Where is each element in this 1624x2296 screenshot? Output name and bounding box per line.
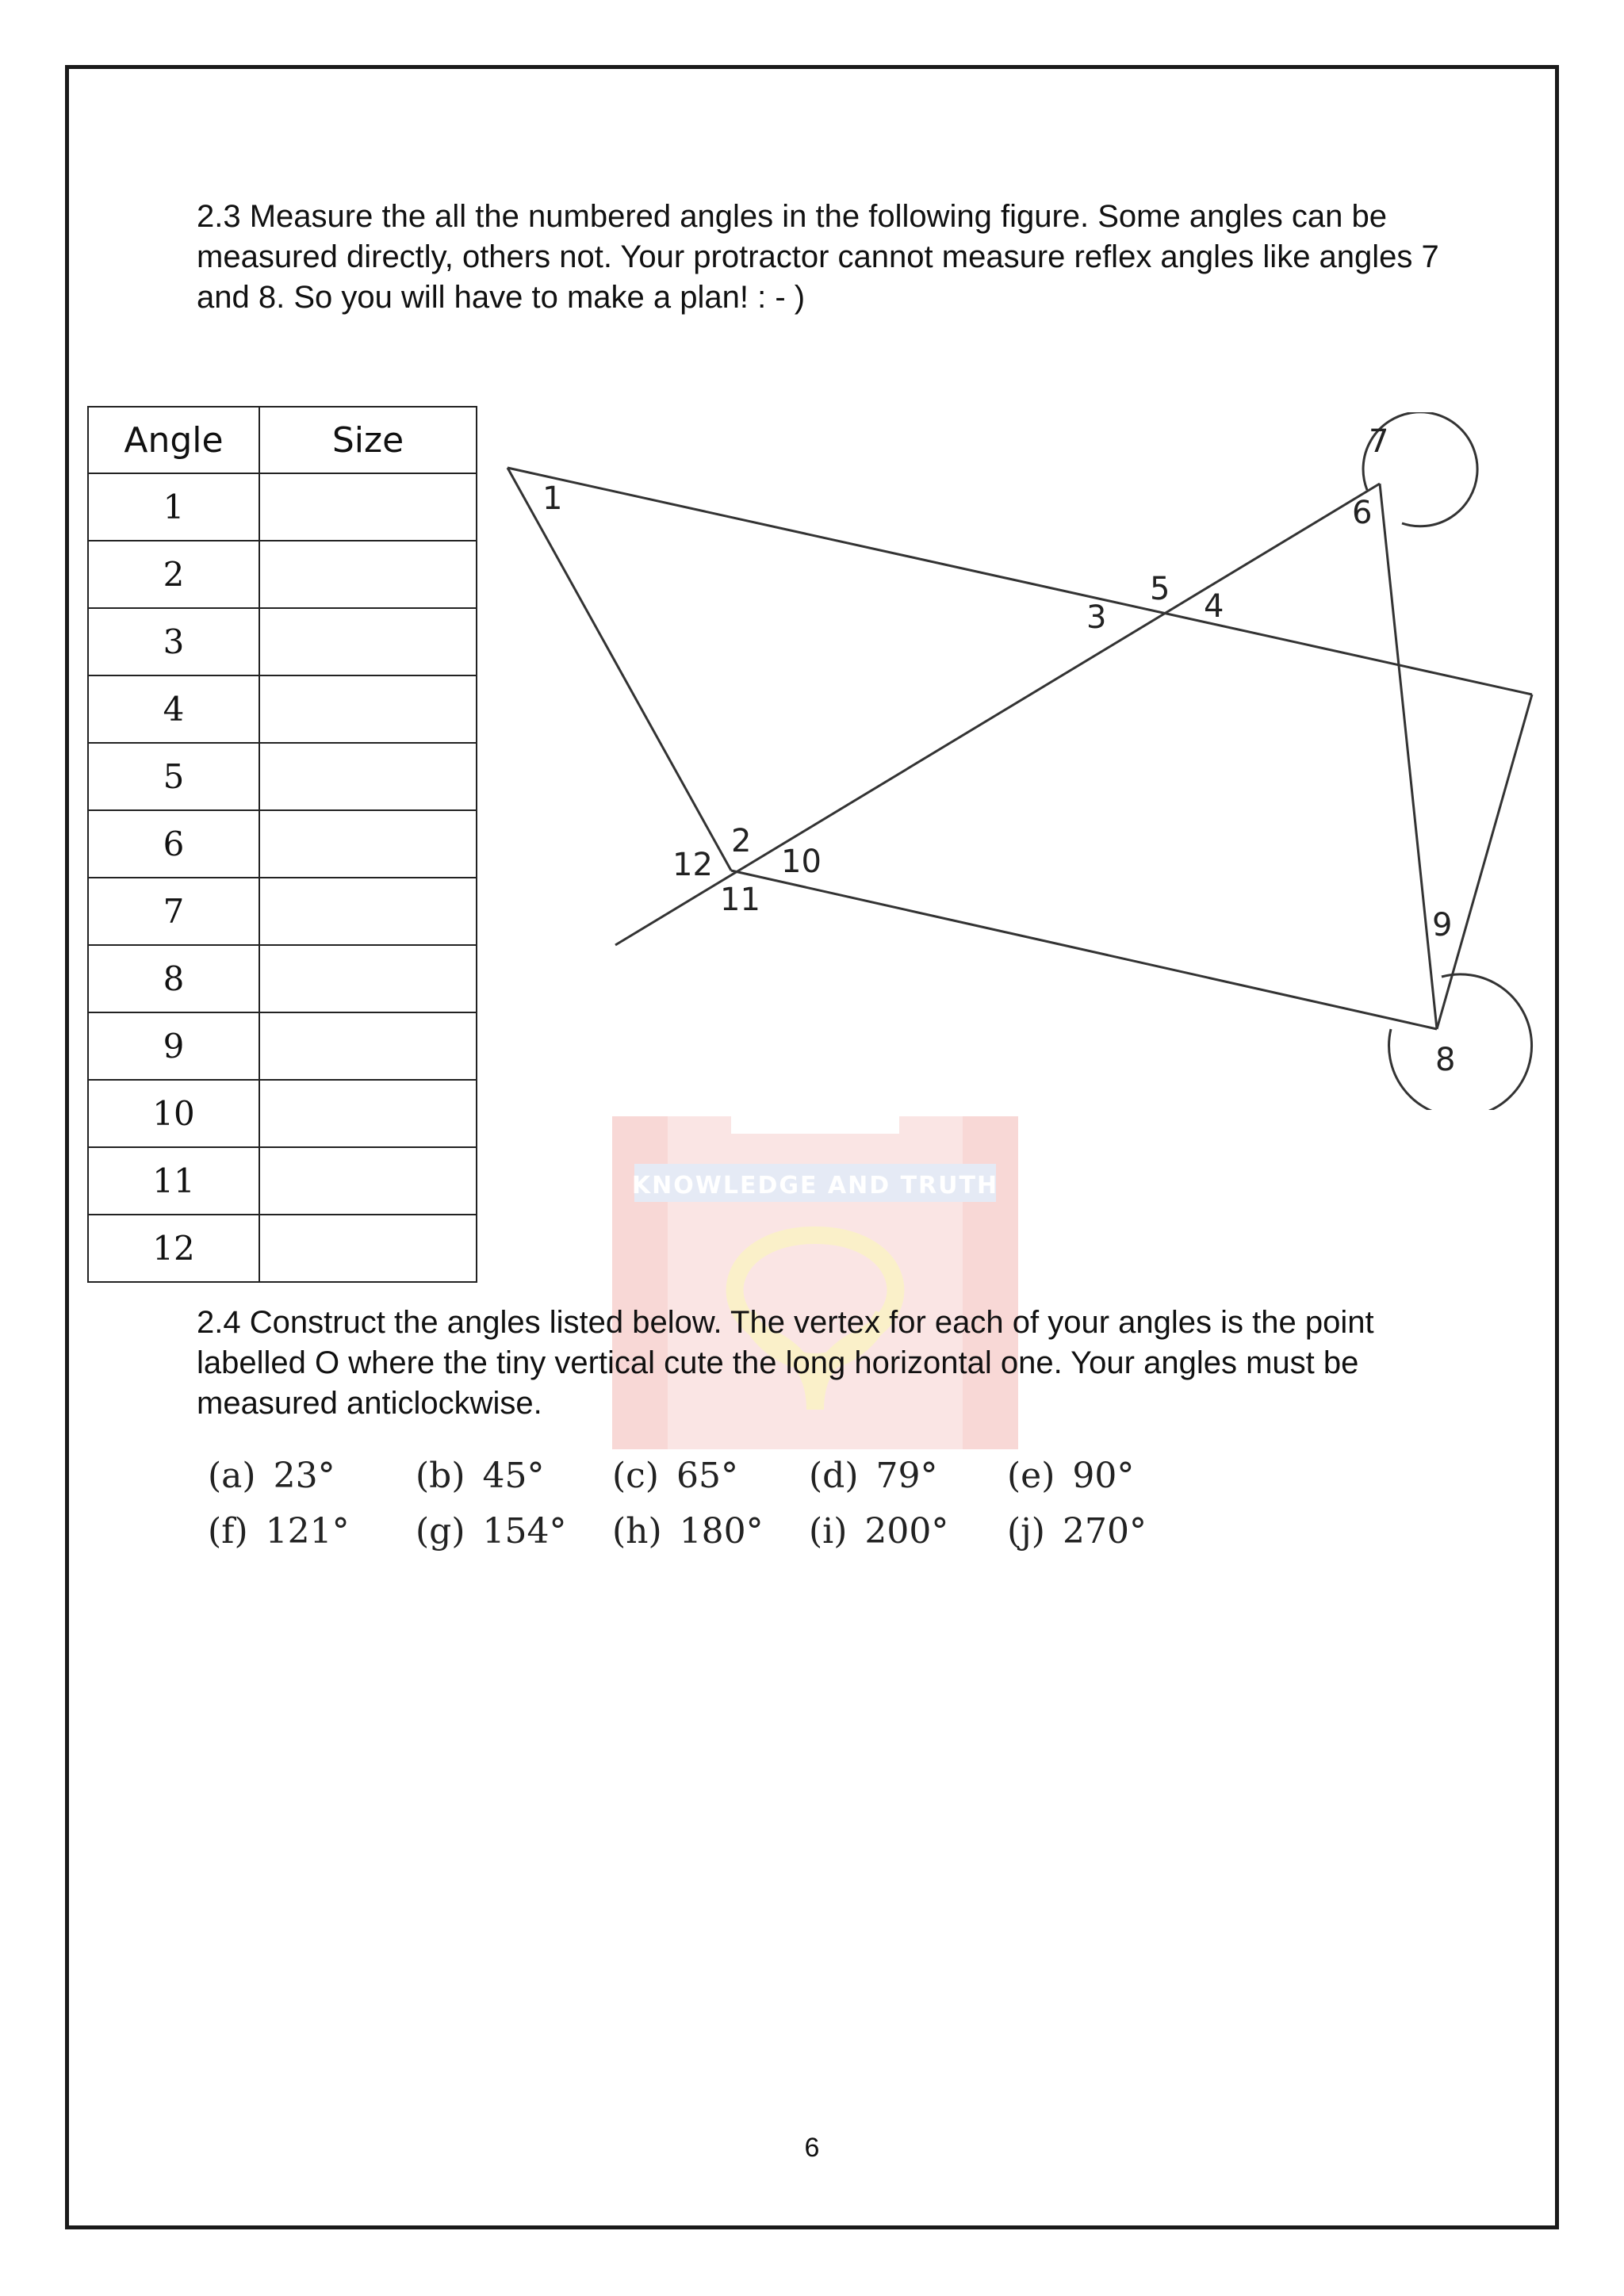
angle-label-4: 4	[1204, 588, 1224, 625]
size-cell[interactable]	[259, 743, 477, 810]
size-cell[interactable]	[259, 1215, 477, 1282]
angle-cell: 11	[88, 1147, 259, 1215]
option-item	[809, 1511, 948, 1552]
size-cell[interactable]	[259, 541, 477, 608]
angle-label-5: 5	[1150, 571, 1170, 607]
size-cell[interactable]	[259, 473, 477, 541]
angle-cell: 5	[88, 743, 259, 810]
segment-top-line	[508, 468, 1532, 695]
size-cell[interactable]	[259, 608, 477, 675]
option-item	[809, 1456, 938, 1496]
header-angle: Angle	[88, 407, 259, 473]
size-cell[interactable]	[259, 1147, 477, 1215]
option-label: (j)	[1007, 1511, 1045, 1552]
segment-right-steep	[1380, 484, 1437, 1029]
option-value: 154°	[482, 1511, 567, 1552]
option-value: 79°	[875, 1456, 938, 1496]
option-label: (f)	[208, 1511, 248, 1552]
angle-label-12: 12	[672, 847, 713, 883]
angle-size-table	[87, 406, 477, 1283]
angle-cell: 3	[88, 608, 259, 675]
option-item	[1007, 1511, 1147, 1552]
segment-diagonal	[615, 484, 1380, 945]
size-cell[interactable]	[259, 1012, 477, 1080]
question-2-3-text: 2.3 Measure the all the numbered angles in the following figure. Some angles can be measured directly, others not. Your protractor cannot measure reflex angles like angles 7 and 8. So you will have to make a plan! : - )	[197, 199, 1439, 315]
option-item	[208, 1456, 335, 1496]
option-value: 45°	[482, 1456, 545, 1496]
option-item	[612, 1456, 738, 1496]
page-number: 6	[804, 2133, 820, 2163]
segment-left-side	[508, 468, 731, 871]
angle-cell: 8	[88, 945, 259, 1012]
option-value: 90°	[1072, 1456, 1135, 1496]
angle-label-2: 2	[731, 823, 752, 859]
option-item	[208, 1511, 350, 1552]
angle-label-8: 8	[1435, 1042, 1456, 1078]
angle-cell: 10	[88, 1080, 259, 1147]
size-cell[interactable]	[259, 878, 477, 945]
option-value: 65°	[676, 1456, 738, 1496]
option-value: 23°	[273, 1456, 335, 1496]
reflex-arc-8	[1389, 974, 1532, 1110]
option-value: 200°	[864, 1511, 949, 1552]
size-cell[interactable]	[259, 1080, 477, 1147]
crest-motto: KNOWLEDGE AND TRUTH	[631, 1172, 999, 1200]
option-item	[416, 1456, 545, 1496]
angle-label-10: 10	[781, 844, 822, 880]
angle-label-7: 7	[1369, 423, 1389, 460]
angle-cell: 6	[88, 810, 259, 878]
option-value: 270°	[1062, 1511, 1147, 1552]
angle-cell: 1	[88, 473, 259, 541]
option-value: 180°	[679, 1511, 764, 1552]
size-cell[interactable]	[259, 675, 477, 743]
option-label: (g)	[416, 1511, 465, 1552]
angle-cell: 12	[88, 1215, 259, 1282]
angle-cell: 2	[88, 541, 259, 608]
option-value: 121°	[265, 1511, 350, 1552]
option-label: (i)	[809, 1511, 848, 1552]
angle-label-11: 11	[720, 882, 760, 918]
angle-cell: 4	[88, 675, 259, 743]
size-cell[interactable]	[259, 810, 477, 878]
option-label: (a)	[208, 1456, 256, 1496]
angle-cell: 7	[88, 878, 259, 945]
angle-label-6: 6	[1352, 495, 1373, 531]
option-label: (e)	[1007, 1456, 1055, 1496]
question-2-4-text: 2.4 Construct the angles listed below. The vertex for each of your angles is the point labelled O where the tiny vertical cute the long horizontal one. Your angles must be measured anticlockwise.	[197, 1305, 1374, 1421]
crest-book-icon	[731, 1116, 899, 1134]
segment-bottom-line	[731, 871, 1437, 1029]
angle-label-9: 9	[1432, 907, 1453, 943]
option-item	[612, 1511, 764, 1552]
option-item	[416, 1511, 566, 1552]
option-item	[1007, 1456, 1134, 1496]
angles-figure	[492, 412, 1538, 1110]
angle-label-3: 3	[1086, 599, 1107, 636]
option-label: (b)	[416, 1456, 465, 1496]
option-label: (h)	[612, 1511, 662, 1552]
header-size: Size	[259, 407, 477, 473]
size-cell[interactable]	[259, 945, 477, 1012]
angle-label-1: 1	[542, 480, 563, 517]
option-label: (c)	[612, 1456, 659, 1496]
angle-cell: 9	[88, 1012, 259, 1080]
option-label: (d)	[809, 1456, 859, 1496]
